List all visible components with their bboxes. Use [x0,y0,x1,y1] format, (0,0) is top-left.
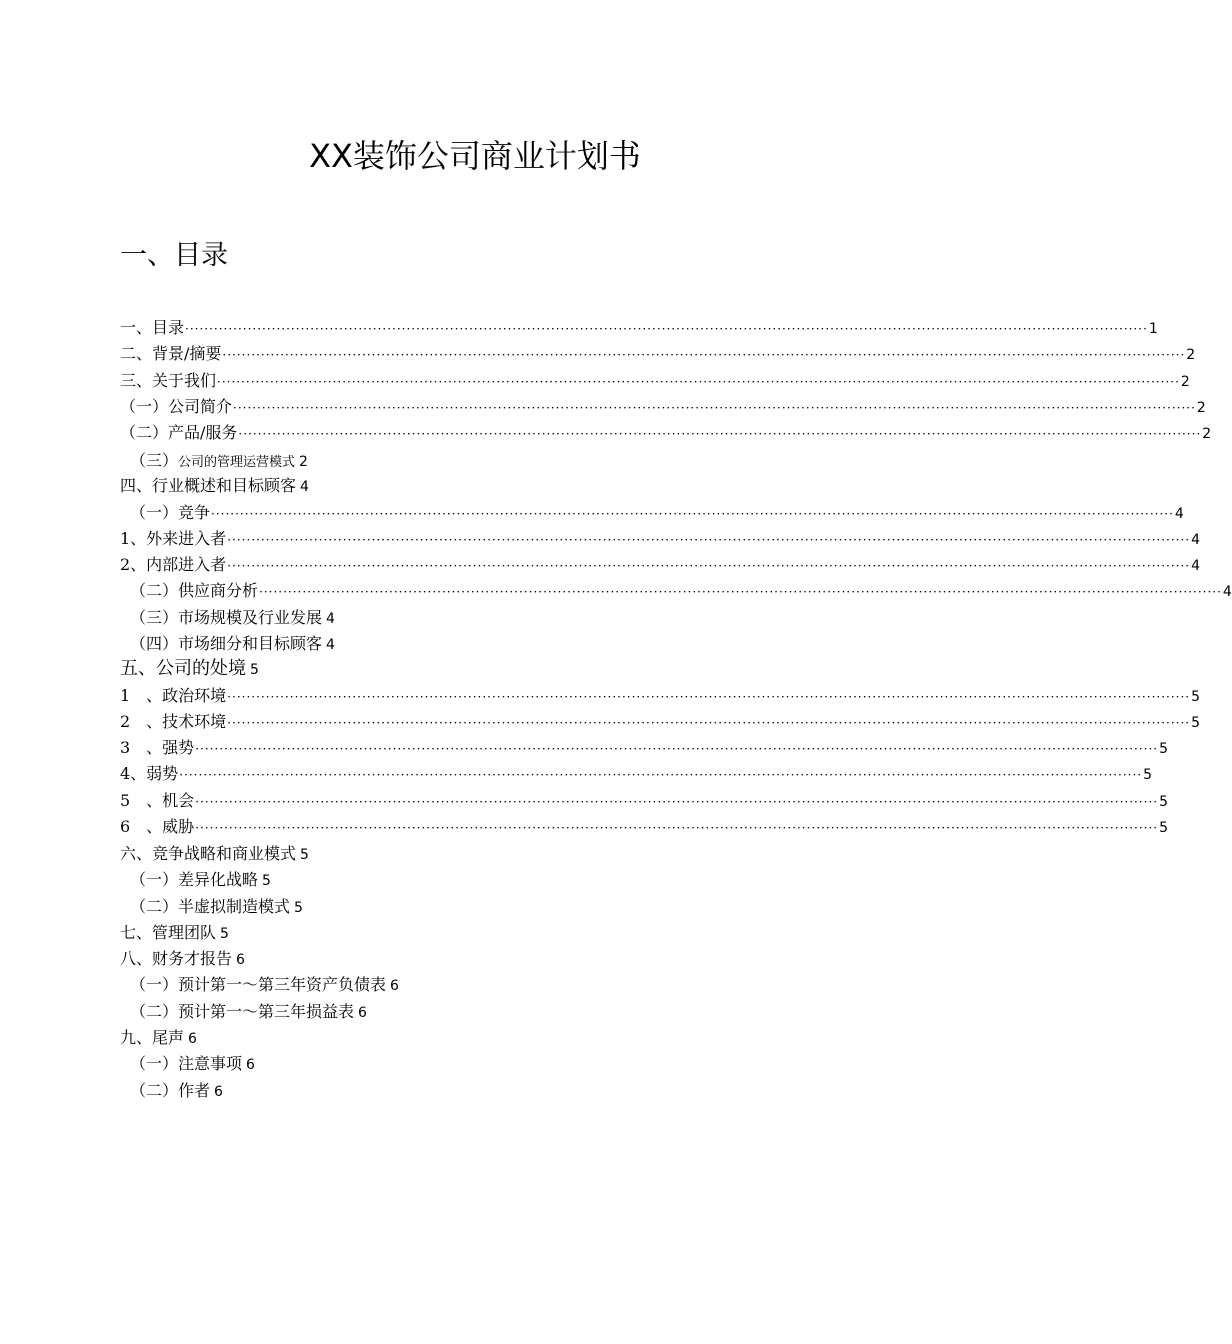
toc-entry[interactable] [130,1052,255,1076]
toc-entry-page: 5 [1159,741,1168,757]
toc-entry-label: 3 、强势 [120,738,195,757]
toc-dot-leader: ········································································································································································································ [217,375,1180,389]
toc-entry-label: 1 、政治环境 [120,686,227,705]
toc-entry-page: 2 [1202,426,1212,442]
toc-entry[interactable] [120,342,1196,366]
toc-entry-page: 6 [214,1084,223,1100]
toc-entry-label: 五、公司的处境 [120,658,246,679]
toc-entry[interactable] [120,815,1168,839]
toc-entry[interactable] [120,657,259,681]
toc-entry[interactable] [130,973,399,997]
toc-entry-page: 5 [300,847,309,863]
toc-entry-page: 6 [246,1057,255,1073]
toc-entry-label: 6 、威胁 [120,817,195,836]
toc-entry-label: （二）供应商分析 [130,581,259,600]
toc-entry-label: （一）公司简介 [120,397,233,416]
toc-dot-leader: ········································································································································································································ [227,690,1191,704]
toc-entry-page: 4 [326,611,335,627]
toc-entry-page: 2 [1186,347,1196,363]
toc-entry[interactable] [120,369,1190,393]
toc-dot-leader: ········································································································································································································ [227,559,1191,573]
document-title: XX装饰公司商业计划书 [309,137,641,175]
toc-entry-page: 5 [250,662,259,678]
toc-entry[interactable] [130,1000,367,1024]
toc-entry[interactable] [130,449,308,473]
toc-entry[interactable] [120,421,1212,445]
toc-entry-label: 2 、技术环境 [120,712,227,731]
toc-entry-label: （一）注意事项 [130,1054,243,1073]
toc-dot-leader: ········································································································································································································ [233,401,1196,415]
toc-entry[interactable] [130,579,1232,603]
toc-entry-label: （二）产品/服务 [120,423,238,442]
toc-entry-label: （一）预计第一〜第三年资产负债表 [130,975,387,994]
toc-dot-leader: ········································································································································································································ [259,585,1222,599]
toc-entry[interactable] [120,474,309,498]
toc-entry-label: 六、竞争战略和商业模式 [120,844,297,863]
toc-entry-page: 4 [1174,506,1184,522]
toc-entry[interactable] [120,710,1200,734]
toc-entry[interactable] [120,1026,197,1050]
toc-entry[interactable] [120,395,1206,419]
toc-entry-label: 七、管理团队 [120,923,217,942]
toc-section-heading: 一、目录 [120,240,228,271]
toc-entry-page: 2 [1180,374,1190,390]
toc-entry[interactable] [120,921,229,945]
toc-entry-label: （三）市场规模及行业发展 [130,608,323,627]
toc-dot-leader: ········································································································································································································ [227,533,1191,547]
toc-entry-label: 1、外来进入者 [120,529,227,548]
toc-entry-label: 5 、机会 [120,791,195,810]
toc-entry-page: 2 [299,454,308,470]
toc-entry-page: 4 [1191,558,1200,574]
toc-entry-label: （二）预计第一〜第三年损益表 [130,1002,355,1021]
toc-dot-leader: ········································································································································································································ [211,507,1174,521]
toc-entry-page: 6 [358,1005,367,1021]
toc-entry-page: 2 [1196,400,1206,416]
toc-entry[interactable] [120,947,245,971]
toc-entry-page: 4 [1222,584,1232,600]
toc-entry-label: 八、财务才报告 [120,949,233,968]
toc-entry-page: 5 [220,926,229,942]
toc-dot-leader: ········································································································································································································ [227,716,1191,730]
toc-entry[interactable] [130,501,1184,525]
toc-dot-leader: ········································································································································································································ [195,742,1159,756]
toc-entry[interactable] [120,736,1168,760]
toc-dot-leader: ········································································································································································································ [179,768,1143,782]
toc-entry[interactable] [120,842,309,866]
toc-dot-leader: ········································································································································································································ [222,348,1186,362]
toc-entry-page: 6 [390,978,399,994]
toc-entry-label: （四）市场细分和目标顾客 [130,634,323,653]
toc-entry[interactable] [120,316,1158,340]
toc-entry-label: （一）差异化战略 [130,870,259,889]
toc-entry[interactable] [130,632,335,656]
toc-entry-label: 九、尾声 [120,1028,185,1047]
toc-entry[interactable] [120,527,1200,551]
toc-entry[interactable] [120,789,1168,813]
toc-entry-page: 4 [326,637,335,653]
toc-dot-leader: ········································································································································································································ [195,821,1159,835]
toc-entry-page: 4 [300,479,309,495]
toc-entry-page: 5 [294,900,303,916]
toc-entry-label: （二）作者 [130,1081,211,1100]
toc-entry-page: 5 [262,873,271,889]
toc-entry[interactable] [120,762,1152,786]
toc-entry[interactable] [130,868,271,892]
toc-entry-page: 4 [1191,532,1200,548]
toc-entry[interactable] [130,606,335,630]
toc-entry[interactable] [130,895,303,919]
toc-entry[interactable] [120,553,1200,577]
toc-entry-page: 5 [1191,715,1200,731]
toc-entry[interactable] [120,684,1200,708]
toc-dot-leader: ········································································································································································································ [195,795,1159,809]
toc-entry-label: 一、目录 [120,318,185,337]
toc-entry[interactable] [130,1079,223,1103]
toc-entry-page: 5 [1191,689,1200,705]
toc-entry-page: 6 [188,1031,197,1047]
toc-entry-page: 5 [1143,767,1152,783]
toc-entry-label: 4、弱势 [120,764,179,783]
toc-entry-label-small: 公司的管理运营模式 [178,455,296,470]
toc-dot-leader: ········································································································································································································ [238,427,1202,441]
toc-dot-leader: ········································································································································································································ [185,322,1148,336]
toc-entry-label: 二、背景/摘要 [120,344,222,363]
toc-entry-page: 5 [1159,820,1168,836]
toc-entry-label: 2、内部进入者 [120,555,227,574]
toc-entry-label: （三） [130,451,179,470]
toc-entry-label: （二）半虚拟制造模式 [130,897,291,916]
toc-entry-page: 5 [1159,794,1168,810]
toc-entry-page: 6 [236,952,245,968]
toc-entry-label: 四、行业概述和目标顾客 [120,476,297,495]
toc-entry-label: 三、关于我们 [120,371,217,390]
toc-entry-label: （一）竞争 [130,503,211,522]
toc-entry-page: 1 [1148,321,1158,337]
